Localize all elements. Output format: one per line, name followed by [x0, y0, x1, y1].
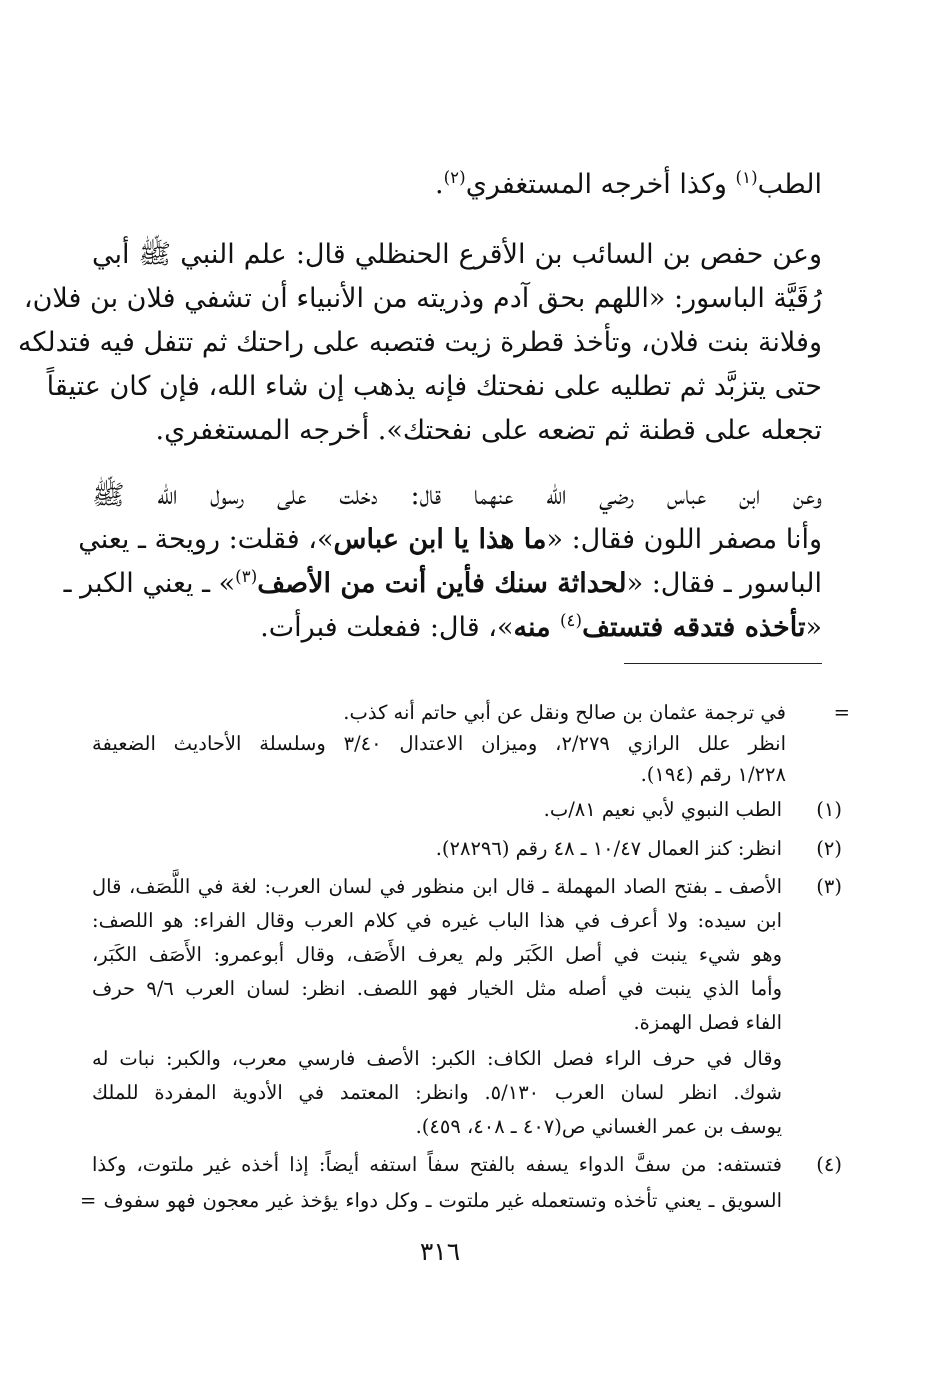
main-text-line-2: وعن حفص بن السائب بن الأقرع الحنظلي قال: علم النبي ﷺ أبي	[92, 239, 822, 270]
footnote-continued-line-2: انظر علل الرازي ٢/٢٧٩، وميزان الاعتدال ٣/٤٠ وسلسلة الأحاديث الضعيفة	[92, 732, 786, 755]
main-text-fragment: الطب	[757, 169, 822, 200]
footnote-divider	[624, 663, 822, 664]
footnote-3-line-3: وهو شيء ينبت في أصل الكَبَر ولم يعرف الأَصَف، وقال أبوعمرو: الأَصَف الكَبَر،	[92, 943, 782, 966]
main-text-fragment: »، فقلت: رويحة ـ يعني	[78, 524, 334, 555]
footnote-3-line-5: الفاء فصل الهمزة.	[633, 1011, 782, 1034]
main-text-line-9	[63, 562, 822, 608]
main-text-line-1	[420, 163, 822, 209]
hadith-quote: لحداثة سنك فأين أنت من الأصف	[257, 568, 627, 599]
footnote-3-line-6: وقال في حرف الراء فصل الكاف: الكبر: الأصف فارسي معرب، والكبر: نبات له	[92, 1047, 782, 1070]
footnote-continued-line-1: في ترجمة عثمان بن صالح ونقل عن أبي حاتم أنه كذب.	[343, 701, 786, 724]
footnote-ref-4[interactable]: (٤)	[560, 610, 583, 630]
footnote-1: الطب النبوي لأبي نعيم ٨١/ب.	[543, 798, 782, 821]
footnote-3-line-2: ابن سيده: ولا أعرف في هذا الباب غيره في كلام العرب وقال الفراء: هو اللصف:	[92, 909, 782, 932]
footnote-ref-3[interactable]: (٣)	[235, 566, 258, 586]
footnote-number-2: (٢)	[816, 837, 842, 860]
main-text-fragment: » ـ يعني الكبر ـ	[63, 568, 236, 599]
footnote-continued-line-3: ١/٢٢٨ رقم (١٩٤).	[640, 763, 786, 786]
main-text-fragment: «	[805, 612, 822, 643]
main-text-line-4: وفلانة بنت فلان، وتأخذ قطرة زيت فتصبه على راحتك ثم تتفل فيه فتدلكه	[18, 327, 822, 358]
main-text-line-7: وعن ابن عباس رضي الله عنهما قال: دخلت على رسول الله ﷺ	[92, 480, 822, 511]
continuation-marker: =	[833, 701, 850, 724]
main-text-line-6: تجعله على قطنة ثم تضعه على نفحتك». أخرجه المستغفري.	[155, 415, 822, 446]
main-text-fragment: الباسور ـ فقال: «	[626, 568, 822, 599]
footnote-ref-2[interactable]: (٢)	[443, 167, 466, 187]
footnote-3-line-7: شوك. انظر لسان العرب ٥/١٣٠. وانظر: المعتمد في الأدوية المفردة للملك	[92, 1081, 782, 1104]
main-text-fragment: .	[435, 169, 444, 200]
main-text-fragment: »، قال: ففعلت فبرأت.	[260, 612, 514, 643]
hadith-quote: تأخذه فتدقه فتستف	[582, 612, 806, 643]
page-number: ٣١٦	[419, 1237, 461, 1266]
main-text-line-10	[260, 606, 822, 652]
footnote-2: انظر: كنز العمال ١٠/٤٧ ـ ٤٨ رقم (٢٨٢٩٦).	[435, 837, 782, 860]
footnote-3-line-8: يوسف بن عمر الغساني ص(٤٠٧ ـ ٤٠٨، ٤٥٩).	[415, 1115, 782, 1138]
footnote-number-4: (٤)	[816, 1153, 842, 1176]
footnote-3-line-4: وأما الذي ينبت في أصله مثل الخيار فهو اللصف. انظر: لسان العرب ٩/٦ حرف	[92, 977, 782, 1000]
footnote-number-1: (١)	[816, 798, 842, 821]
footnote-4-line-1: فتستفه: من سفَّ الدواء يسفه بالفتح سفاً استفه أيضاً: إذا أخذه غير ملتوت، وكذا	[92, 1153, 782, 1176]
main-text-fragment: وأنا مصفر اللون فقال: «	[546, 524, 822, 555]
main-text-line-3: رُقَيَّة الباسور: «اللهم بحق آدم وذريته من الأنبياء أن تشفي فلان بن فلان،	[23, 283, 822, 314]
hadith-quote: ما هذا يا ابن عباس	[333, 524, 547, 555]
main-text-line-5: حتى يتزبَّد ثم تطليه على نفحتك فإنه يذهب إن شاء الله، فإن كان عتيقاً	[46, 371, 822, 402]
footnote-number-3: (٣)	[816, 875, 842, 898]
main-text-fragment: وكذا أخرجه المستغفري	[465, 169, 736, 200]
hadith-quote: منه	[513, 612, 560, 643]
footnote-3-line-1: الأصف ـ بفتح الصاد المهملة ـ قال ابن منظور في لسان العرب: لغة في اللَّصَف، قال	[92, 875, 782, 898]
footnote-ref-1[interactable]: (١)	[735, 167, 758, 187]
footnote-4-line-2: السويق ـ يعني تأخذه وتستعمله غير ملتوت ـ وكل دواء يؤخذ غير معجون فهو سفوف =	[80, 1189, 782, 1212]
main-text-line-8	[78, 518, 822, 564]
